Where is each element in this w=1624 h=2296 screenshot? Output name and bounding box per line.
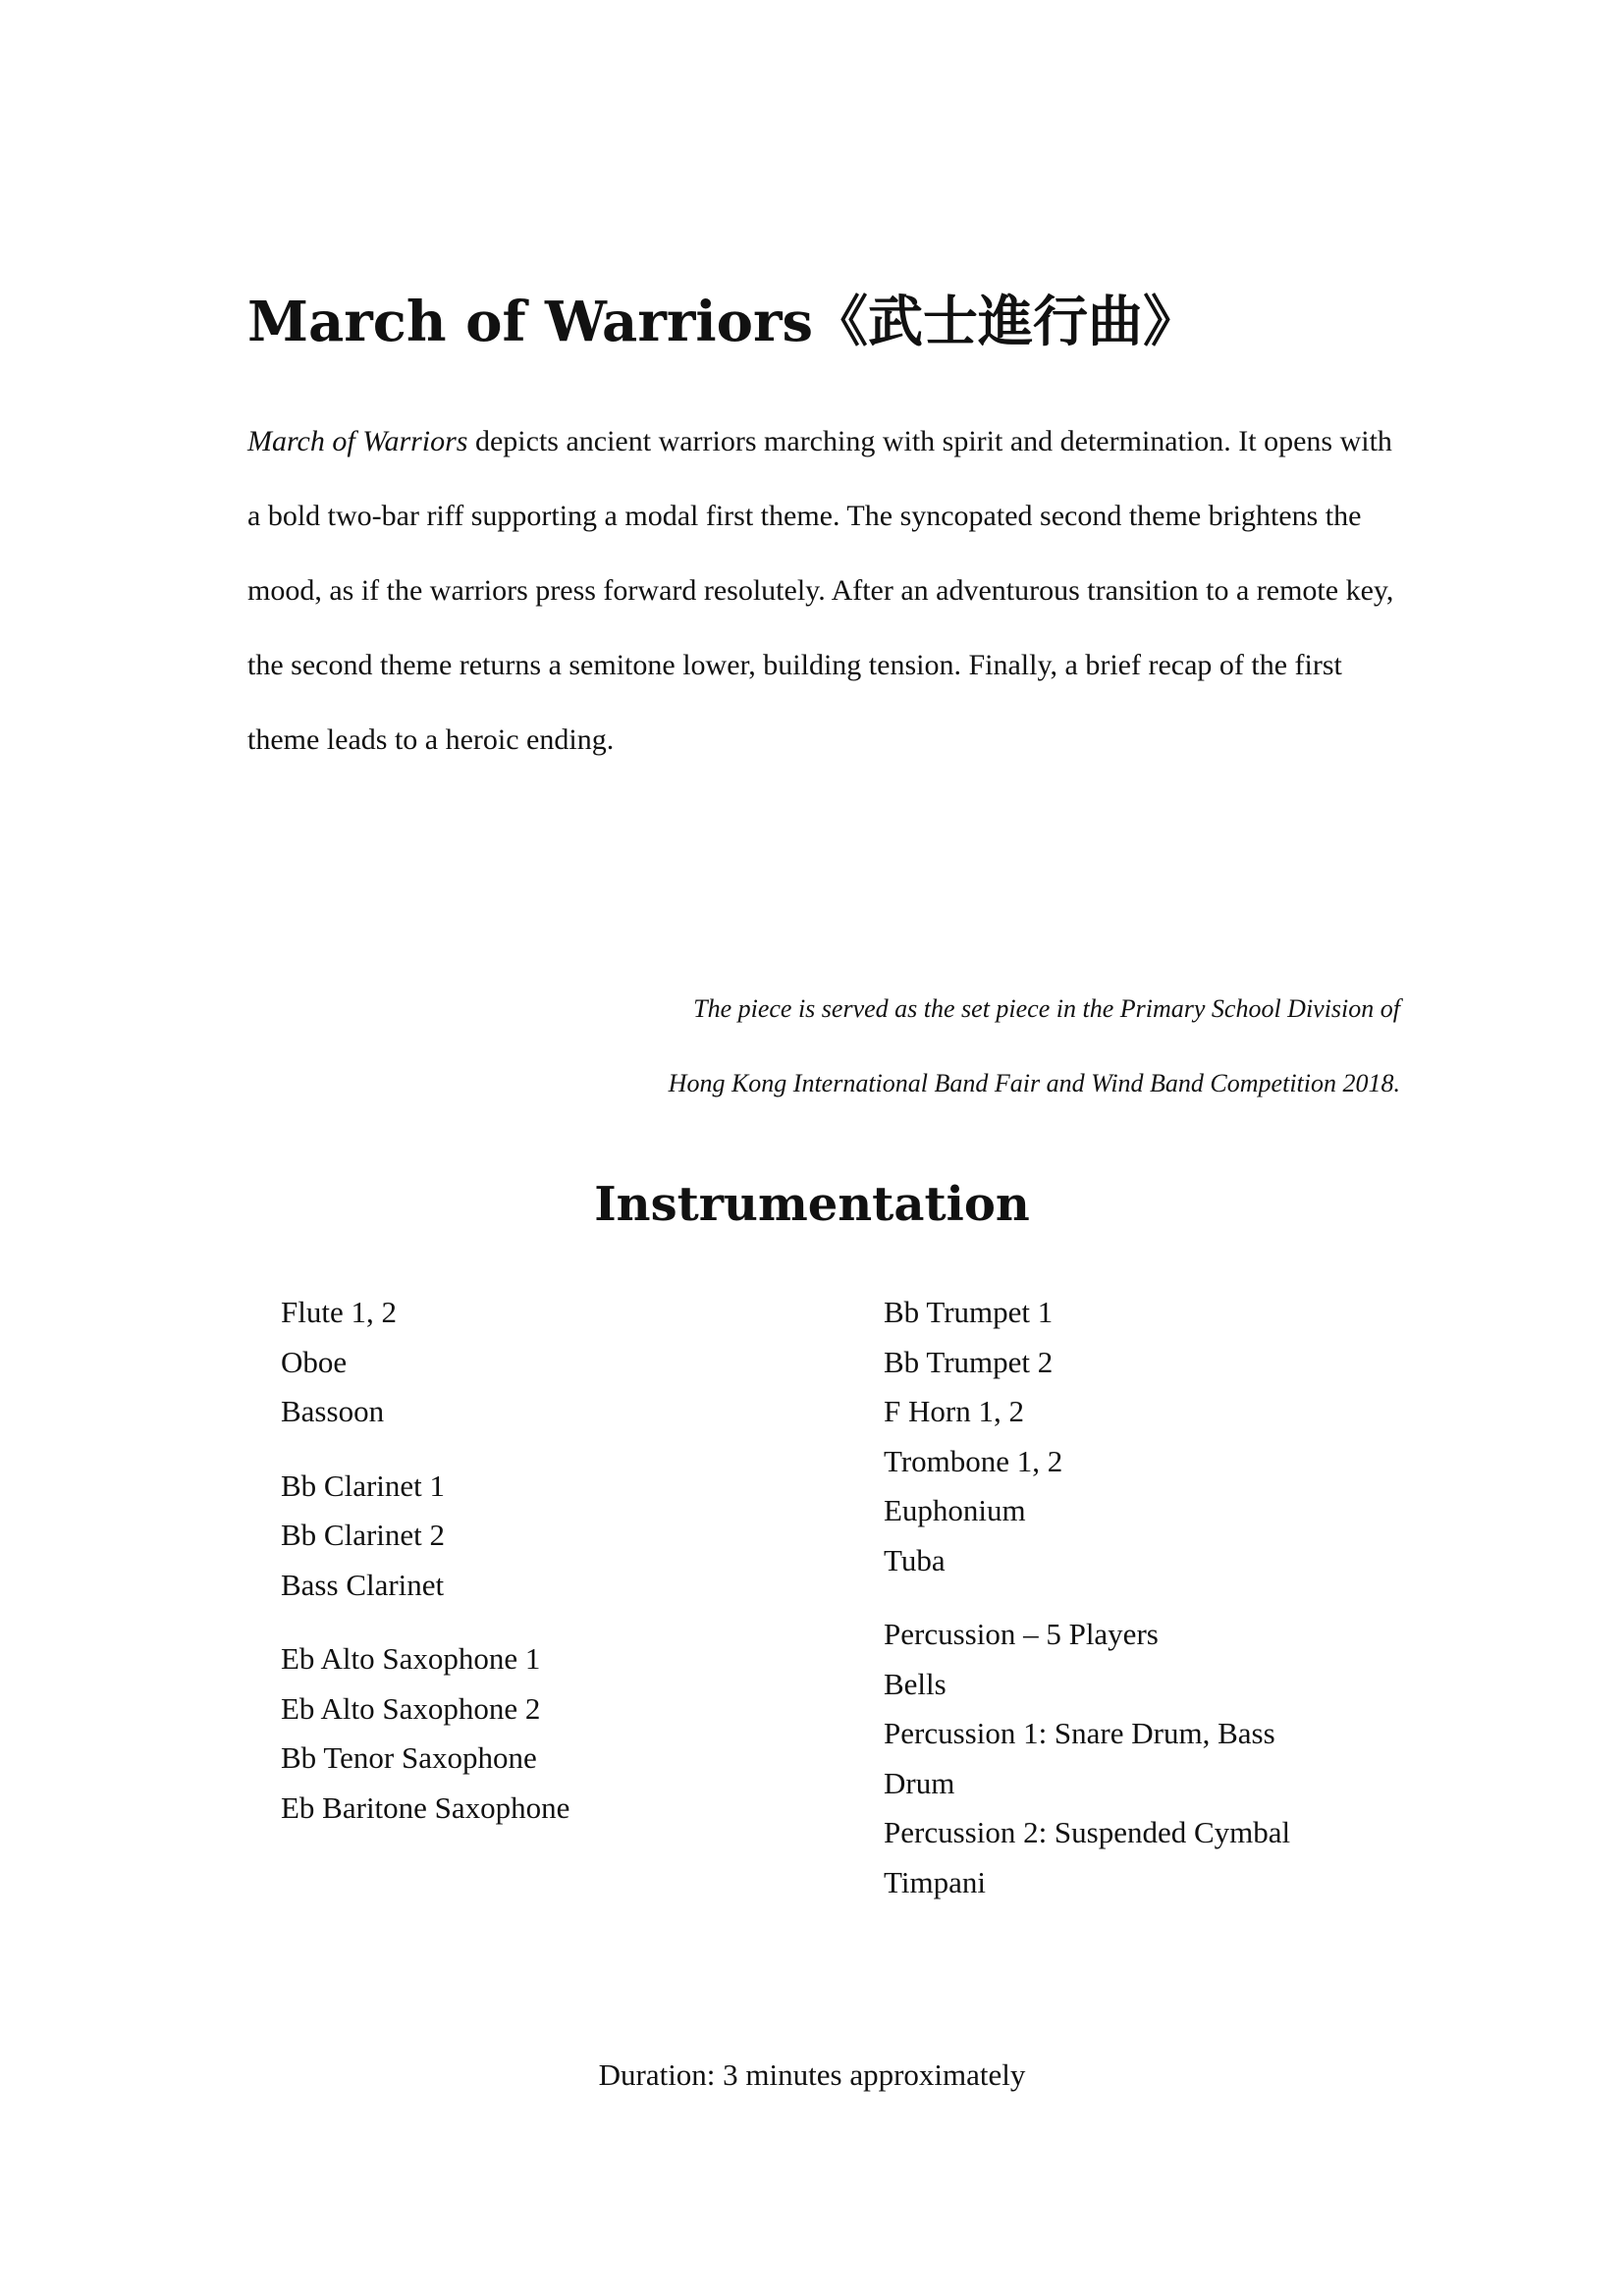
instrument-column-right xyxy=(884,1288,1394,1932)
instrument-item: Tuba xyxy=(884,1542,946,1577)
set-piece-note xyxy=(550,972,1400,1121)
instrument-item: Percussion 2: Suspended Cymbal xyxy=(884,1815,1291,1849)
instrument-item: Bb Trumpet 1 xyxy=(884,1295,1054,1329)
woodwinds-group xyxy=(281,1288,831,1437)
instrument-item: Timpani xyxy=(884,1864,986,1899)
instrument-item: Eb Alto Saxophone 1 xyxy=(281,1641,541,1676)
instrumentation-heading: Instrumentation xyxy=(594,1177,1030,1232)
instrument-item: Flute 1, 2 xyxy=(281,1295,397,1329)
brass-group xyxy=(884,1288,1394,1585)
duration-text: Duration: 3 minutes approximately xyxy=(598,2057,1026,2092)
set-piece-note-line-1: The piece is served as the set piece in the Primary School Division of xyxy=(693,994,1400,1023)
instrument-column-left xyxy=(281,1288,831,1857)
instrument-item: Bass Clarinet xyxy=(281,1567,445,1602)
instrument-item: Eb Baritone Saxophone xyxy=(281,1789,570,1825)
saxophones-group xyxy=(281,1634,831,1833)
description-paragraph xyxy=(247,404,1406,777)
percussion-group xyxy=(884,1610,1394,1907)
instrument-item: Percussion – 5 Players xyxy=(884,1617,1159,1651)
clarinets-group xyxy=(281,1462,831,1611)
instrument-item: F Horn 1, 2 xyxy=(884,1394,1024,1428)
description-title-italic: March of Warriors xyxy=(247,425,468,457)
instrument-item: Oboe xyxy=(281,1344,348,1379)
instrument-item: Bb Tenor Saxophone xyxy=(281,1740,537,1775)
instrument-item: Bells xyxy=(884,1666,947,1701)
instrument-item: Bb Clarinet 1 xyxy=(281,1468,446,1503)
instrument-item: Percussion 1: Snare Drum, Bass xyxy=(884,1716,1275,1750)
instrument-item: Euphonium xyxy=(884,1493,1026,1527)
instrument-item: Bb Clarinet 2 xyxy=(281,1518,446,1552)
instrument-item: Bassoon xyxy=(281,1394,385,1428)
page-title: March of Warriors《武士進行曲》 xyxy=(247,290,1198,354)
instrument-item: Trombone 1, 2 xyxy=(884,1443,1063,1478)
instrument-item: Bb Trumpet 2 xyxy=(884,1344,1054,1379)
description-body: depicts ancient warriors marching with spirit and determination. It opens with a bold two-bar riff supporting a modal first theme. The syncopated second theme brightens the mood, as if the warriors press forward resolutely. After an adventurous transition to a remote key, the second theme returns a semitone lower, building tension. Finally, a brief recap of the first theme leads to a heroic ending. xyxy=(247,425,1394,756)
instrument-item: Drum xyxy=(884,1765,955,1800)
set-piece-note-line-2: Hong Kong International Band Fair and Wind Band Competition 2018. xyxy=(668,1069,1400,1097)
instrument-item: Eb Alto Saxophone 2 xyxy=(281,1690,541,1726)
